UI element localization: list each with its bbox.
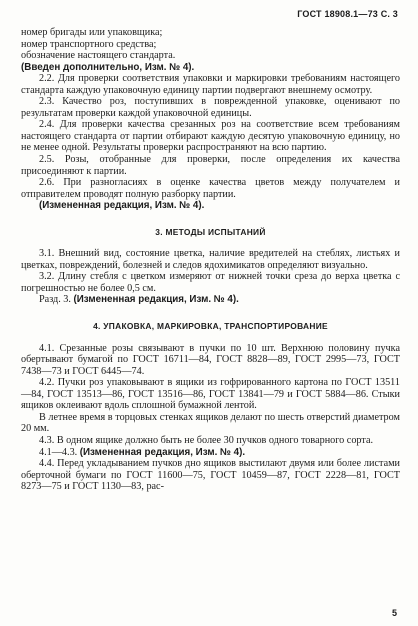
page-number: 5 (391, 608, 397, 618)
amendment-ref: 4.1—4.3. (39, 446, 80, 458)
section-heading: 3. МЕТОДЫ ИСПЫТАНИЙ (155, 226, 266, 237)
paragraph: обозначение настоящего стандарта. (21, 50, 176, 62)
paragraph: 3.2. Длину стебля с цветком измеряют от нижней точки среза до верха цветка с погрешностью не более 0,5 см. (21, 271, 400, 294)
paragraph: номер бригады или упаковщика; (21, 27, 163, 38)
paragraph: 4.4. Перед укладыванием пучков дно ящиков выстилают двумя или более листами оберточной бумаги по ГОСТ 11600—75, ГОСТ 10459—87, ГОСТ 2228—81, ГОСТ 8273—75 и ГОСТ 1130—83, рас- (21, 458, 400, 493)
document-body (21, 27, 400, 493)
amendment-ref: Разд. 3. (39, 294, 74, 306)
section-heading: 4. УПАКОВКА, МАРКИРОВКА, ТРАНСПОРТИРОВАНИЕ (93, 321, 328, 332)
paragraph: 4.3. В одном ящике должно быть не более 30 пучков одного товарного сорта. (39, 434, 374, 446)
amendment-note (21, 294, 400, 306)
amendment-text: (Измененная редакция, Изм. № 4). (79, 446, 246, 458)
paragraph: 2.4. Для проверки качества срезанных роз на соответствие всем требованиям настоящего стандарта от партии отбирают каждую десятую упаковочную единицу, но не менее одной. Результаты проверки распространяют на всю партию. (21, 119, 400, 154)
page-header: ГОСТ 18908.1—73 С. 3 (297, 9, 398, 19)
paragraph: 4.1. Срезанные розы связывают в пучки по 10 шт. Верхнюю половину пучка обертывают бумагой по ГОСТ 16711—84, ГОСТ 8828—89, ГОСТ 2995—73, ГОСТ 7438—73 и ГОСТ 6445—74. (21, 342, 400, 377)
amendment-note: (Измененная редакция, Изм. № 4). (39, 200, 205, 212)
paragraph: 2.2. Для проверки соответствия упаковки и маркировки требованиям настоящего стандарта каждую упаковочную единицу партии подвергают внешнему осмотру. (21, 73, 400, 96)
paragraph: 2.5. Розы, отобранные для проверки, после определения их качества присоединяют к партии. (21, 154, 400, 177)
amendment-note: (Введен дополнительно, Изм. № 4). (21, 61, 195, 73)
paragraph: 2.6. При разногласиях в оценке качества цветов между получателем и отправителем проводят полную разборку партии. (21, 177, 400, 200)
amendment-note (21, 447, 400, 459)
paragraph: 4.2. Пучки роз упаковывают в ящики из гофрированного картона по ГОСТ 13511—84, ГОСТ 13513—86, ГОСТ 13516—86, ГОСТ 13841—79 и ГОСТ 5884—86. Стыки ящиков оклеивают вдоль сплошной бумажной лентой. (21, 377, 400, 412)
paragraph: 2.3. Качество роз, поступивших в поврежденной упаковке, оценивают по результатам проверки каждой упаковочной единицы. (21, 96, 400, 119)
paragraph: номер транспортного средства; (21, 38, 157, 50)
amendment-text: (Измененная редакция, Изм. № 4). (73, 294, 239, 306)
paragraph: 3.1. Внешний вид, состояние цветка, наличие вредителей на стеблях, листьях и цветках, повреждений, болезней и следов ядохимикатов определяют визуально. (21, 248, 400, 271)
paragraph: В летнее время в торцовых стенках ящиков делают по шесть отверстий диаметром 20 мм. (21, 411, 400, 435)
